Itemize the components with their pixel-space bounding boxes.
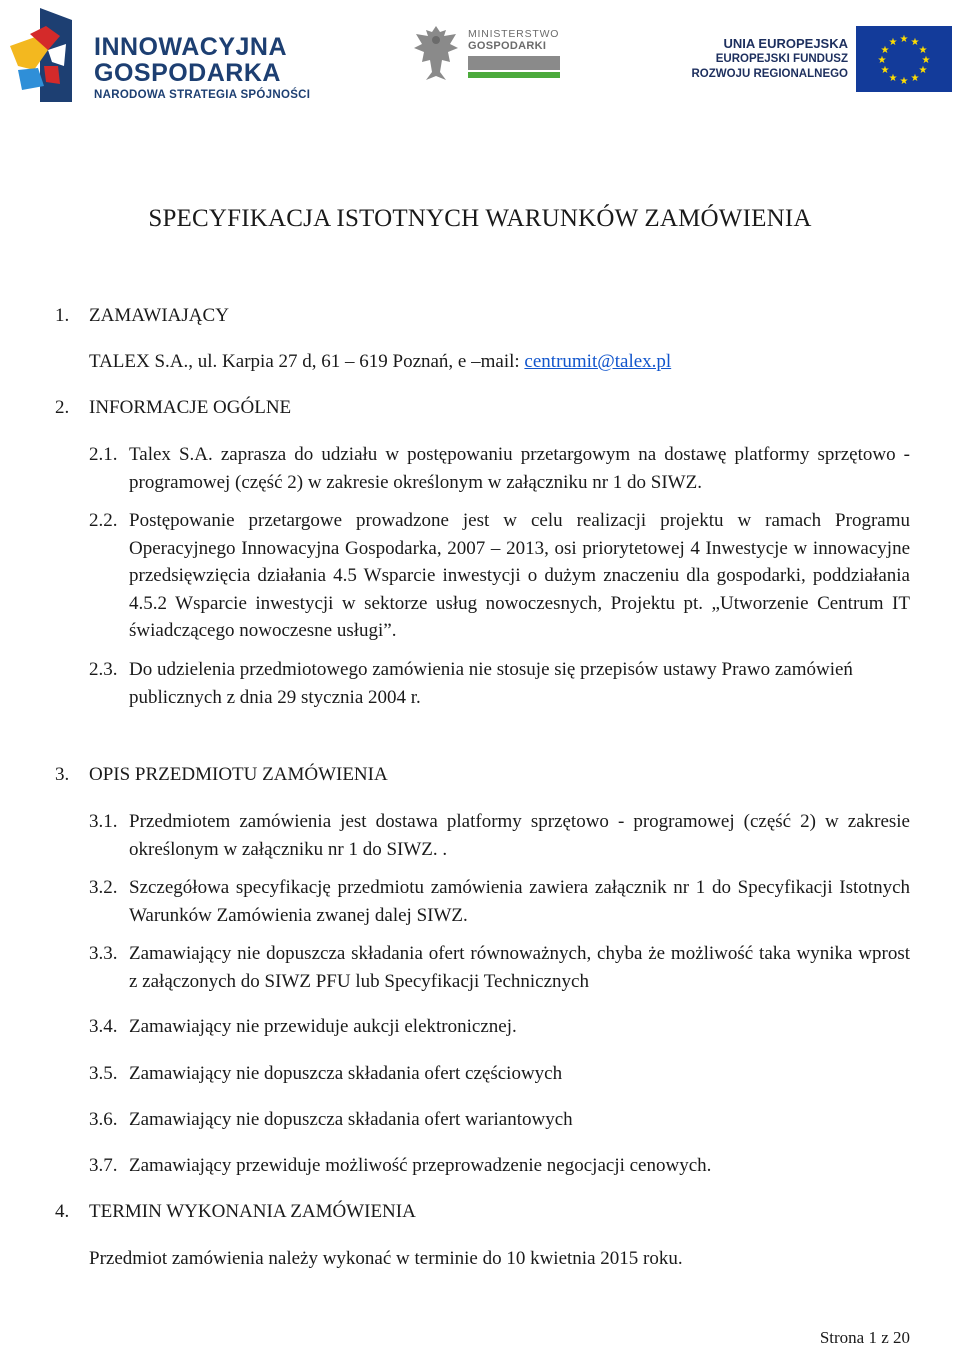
list-item xyxy=(89,1106,910,1134)
svg-text:★: ★ xyxy=(918,45,928,56)
section-1-heading xyxy=(55,302,915,330)
eagle-emblem-icon xyxy=(410,22,462,84)
termin-text: Przedmiot zamówienia należy wykonać w terminie do 10 kwietnia 2015 roku. xyxy=(89,1248,683,1269)
section-heading: TERMIN WYKONANIA ZAMÓWIENIA xyxy=(89,1201,416,1222)
item-number: 3.6. xyxy=(89,1109,118,1130)
svg-text:★: ★ xyxy=(899,34,909,45)
mg-line-1: MINISTERSTWO xyxy=(468,28,560,40)
section-3-heading xyxy=(55,761,915,789)
item-text: Szczegółowa specyfikację przedmiotu zamówienia zawiera załącznik nr 1 do Specyfikacji Istotnych Warunków Zamówienia zwanej dalej SIWZ. xyxy=(129,877,910,926)
ig-star-mark-icon xyxy=(8,6,88,102)
email-link[interactable]: centrumit@talex.pl xyxy=(524,351,672,372)
mg-line-2: GOSPODARKI xyxy=(468,40,547,52)
list-item xyxy=(89,1152,910,1180)
svg-text:★: ★ xyxy=(910,37,920,48)
item-text: Do udzielenia przedmiotowego zamówienia nie stosuje się przepisów ustawy Prawo zamówień publicznych z dnia 29 stycznia 2004 r. xyxy=(129,659,853,708)
list-item xyxy=(89,441,910,496)
list-item xyxy=(89,1013,910,1041)
list-item xyxy=(89,874,910,929)
ue-line-2: EUROPEJSKI FUNDUSZ xyxy=(715,53,848,65)
zamawiajacy-address xyxy=(89,348,919,376)
item-text: Przedmiotem zamówienia jest dostawa platformy sprzętowo - programowej (część 2) w zakresie określonym w załączniku nr 1 do SIWZ. . xyxy=(129,811,910,860)
list-item xyxy=(89,940,910,995)
svg-text:★: ★ xyxy=(880,65,890,76)
list-item xyxy=(89,656,910,711)
svg-text:★: ★ xyxy=(888,73,898,84)
mg-grey-bar xyxy=(468,56,560,70)
section-heading: INFORMACJE OGÓLNE xyxy=(89,397,292,418)
svg-text:★: ★ xyxy=(888,37,898,48)
section-number: 3. xyxy=(55,764,70,785)
item-text: Zamawiający nie dopuszcza składania ofert wariantowych xyxy=(129,1109,573,1130)
innowacyjna-gospodarka-logo xyxy=(8,6,318,102)
list-item xyxy=(89,808,910,863)
section-heading: OPIS PRZEDMIOTU ZAMÓWIENIA xyxy=(89,764,388,785)
item-number: 2.1. xyxy=(89,444,118,465)
eu-flag-icon xyxy=(856,26,952,92)
ue-line-3: ROZWOJU REGIONALNEGO xyxy=(691,68,848,80)
svg-text:★: ★ xyxy=(918,65,928,76)
item-text: Zamawiający nie dopuszcza składania ofert równoważnych, chyba że możliwość taka wynika wprost z załączonych do SIWZ PFU lub Specyfikacji Technicznych xyxy=(129,943,910,992)
svg-text:★: ★ xyxy=(899,76,909,87)
item-text: Postępowanie przetargowe prowadzone jest w celu realizacji projektu w ramach Programu Operacyjnego Innowacyjna Gospodarka, 2007 – 2013, osi priorytetowej 4 Inwestycje w innowacyjne przedsięwzięcia działania 4.5 Wsparcie inwestycji o dużym znaczeniu dla gospodarki, poddziałania 4.5.2 Wsparcie inwestycji w sektorze usług nowoczesnych, Projektu pt. „Utworzenie Centrum IT świadczącego nowoczesne usługi”. xyxy=(129,510,910,641)
svg-text:★: ★ xyxy=(921,55,931,66)
svg-text:★: ★ xyxy=(877,55,887,66)
list-item xyxy=(89,1060,910,1088)
item-text: Zamawiający przewiduje możliwość przeprowadzenie negocjacji cenowych. xyxy=(129,1155,712,1176)
svg-text:★: ★ xyxy=(880,45,890,56)
item-number: 3.4. xyxy=(89,1016,118,1037)
ig-line-3: NARODOWA STRATEGIA SPÓJNOŚCI xyxy=(94,89,311,101)
item-text: Zamawiający nie dopuszcza składania ofert częściowych xyxy=(129,1063,563,1084)
ig-line-1: INNOWACYJNA xyxy=(94,33,288,61)
section-4-heading xyxy=(55,1198,915,1226)
ig-line-2: GOSPODARKA xyxy=(94,59,281,87)
item-number: 3.5. xyxy=(89,1063,118,1084)
ministerstwo-gospodarki-logo xyxy=(410,22,560,84)
item-number: 3.3. xyxy=(89,943,118,964)
document-title: SPECYFIKACJA ISTOTNYCH WARUNKÓW ZAMÓWIENIA xyxy=(148,205,812,232)
item-text: Zamawiający nie przewiduje aukcji elektronicznej. xyxy=(129,1016,517,1037)
list-item xyxy=(89,507,910,645)
section-heading: ZAMAWIAJĄCY xyxy=(89,305,229,326)
section-number: 2. xyxy=(55,397,70,418)
item-number: 2.2. xyxy=(89,510,118,531)
svg-text:★: ★ xyxy=(910,73,920,84)
item-number: 3.2. xyxy=(89,877,118,898)
section-number: 1. xyxy=(55,305,70,326)
item-text: Talex S.A. zaprasza do udziału w postępowaniu przetargowym na dostawę platformy sprzętowo - programowej (część 2) w zakresie określonym w załączniku nr 1 do SIWZ. xyxy=(129,444,910,493)
section-number: 4. xyxy=(55,1201,70,1222)
mg-green-bar xyxy=(468,72,560,78)
address-text: TALEX S.A., ul. Karpia 27 d, 61 – 619 Poznań, e –mail: xyxy=(89,351,525,372)
unia-europejska-logo xyxy=(690,26,955,92)
section-2-heading xyxy=(55,394,915,422)
item-number: 2.3. xyxy=(89,659,118,680)
page-number: Strona 1 z 20 xyxy=(819,1328,910,1347)
item-number: 3.7. xyxy=(89,1155,118,1176)
item-number: 3.1. xyxy=(89,811,118,832)
ue-line-1: UNIA EUROPEJSKA xyxy=(723,36,848,51)
